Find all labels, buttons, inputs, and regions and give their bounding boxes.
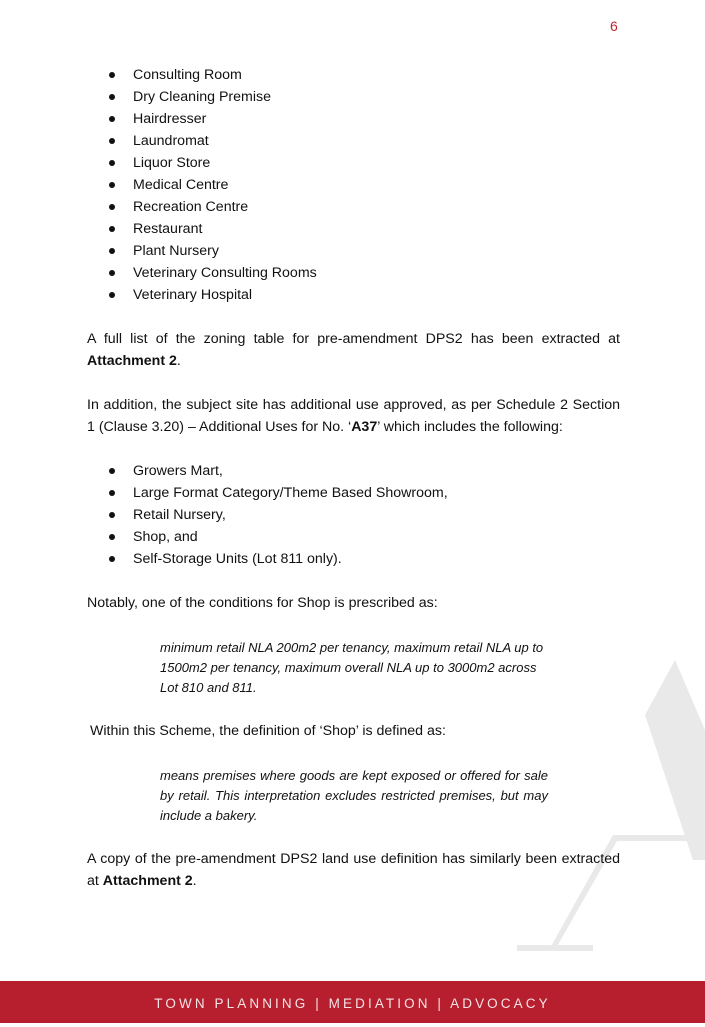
permitted-uses-list bbox=[87, 64, 620, 306]
bullet-icon bbox=[109, 512, 115, 518]
additional-use-code: A37 bbox=[351, 419, 378, 435]
list-item: Veterinary Consulting Rooms bbox=[87, 262, 620, 284]
footer-tagline: TOWN PLANNING | MEDIATION | ADVOCACY bbox=[154, 996, 551, 1011]
list-item: Restaurant bbox=[87, 218, 620, 240]
attachment-reference: Attachment 2 bbox=[102, 873, 193, 889]
document-body bbox=[87, 64, 620, 892]
footer-bar bbox=[0, 981, 705, 1023]
bullet-icon bbox=[109, 94, 115, 100]
quote-shop-definition: means premises where goods are kept exposed or offered for sale by retail. This interpretation excludes restricted premises, but may include a bakery. bbox=[160, 768, 548, 823]
paragraph-land-use-definition: A copy of the pre-amendment DPS2 land use definition has similarly been extracted at Attachment 2. bbox=[87, 851, 620, 889]
list-item: Veterinary Hospital bbox=[87, 284, 620, 306]
bullet-icon bbox=[109, 138, 115, 144]
bullet-icon bbox=[109, 248, 115, 254]
bullet-icon bbox=[109, 160, 115, 166]
page-number: 6 bbox=[610, 18, 618, 34]
bullet-icon bbox=[109, 490, 115, 496]
list-item: Self-Storage Units (Lot 811 only). bbox=[87, 548, 620, 570]
bullet-icon bbox=[109, 556, 115, 562]
paragraph-additional-uses: In addition, the subject site has additional use approved, as per Schedule 2 Section 1 (Clause 3.20) – Additional Uses for No. ‘A37’ which includes the following: bbox=[87, 397, 620, 435]
bullet-icon bbox=[109, 116, 115, 122]
bullet-icon bbox=[109, 534, 115, 540]
list-item: Shop, and bbox=[87, 526, 620, 548]
attachment-reference: Attachment 2 bbox=[87, 353, 177, 369]
additional-uses-list bbox=[87, 460, 620, 570]
list-item: Plant Nursery bbox=[87, 240, 620, 262]
list-item: Retail Nursery, bbox=[87, 504, 620, 526]
list-item: Laundromat bbox=[87, 130, 620, 152]
bullet-icon bbox=[109, 72, 115, 78]
paragraph-zoning-table: A full list of the zoning table for pre-amendment DPS2 has been extracted at Attachment 2. bbox=[87, 331, 620, 369]
list-item: Liquor Store bbox=[87, 152, 620, 174]
list-item: Growers Mart, bbox=[87, 460, 620, 482]
bullet-icon bbox=[109, 204, 115, 210]
list-item: Recreation Centre bbox=[87, 196, 620, 218]
list-item: Medical Centre bbox=[87, 174, 620, 196]
list-item: Hairdresser bbox=[87, 108, 620, 130]
paragraph-shop-definition: Within this Scheme, the definition of ‘Shop’ is defined as: bbox=[90, 723, 446, 739]
bullet-icon bbox=[109, 292, 115, 298]
list-item: Consulting Room bbox=[87, 64, 620, 86]
list-item: Dry Cleaning Premise bbox=[87, 86, 620, 108]
bullet-icon bbox=[109, 226, 115, 232]
quote-shop-condition: minimum retail NLA 200m2 per tenancy, maximum retail NLA up to 1500m2 per tenancy, maximum overall NLA up to 3000m2 across Lot 810 and 811. bbox=[160, 640, 544, 695]
paragraph-shop-condition: Notably, one of the conditions for Shop is prescribed as: bbox=[87, 595, 438, 611]
bullet-icon bbox=[109, 468, 115, 474]
bullet-icon bbox=[109, 182, 115, 188]
bullet-icon bbox=[109, 270, 115, 276]
list-item: Large Format Category/Theme Based Showroom, bbox=[87, 482, 620, 504]
